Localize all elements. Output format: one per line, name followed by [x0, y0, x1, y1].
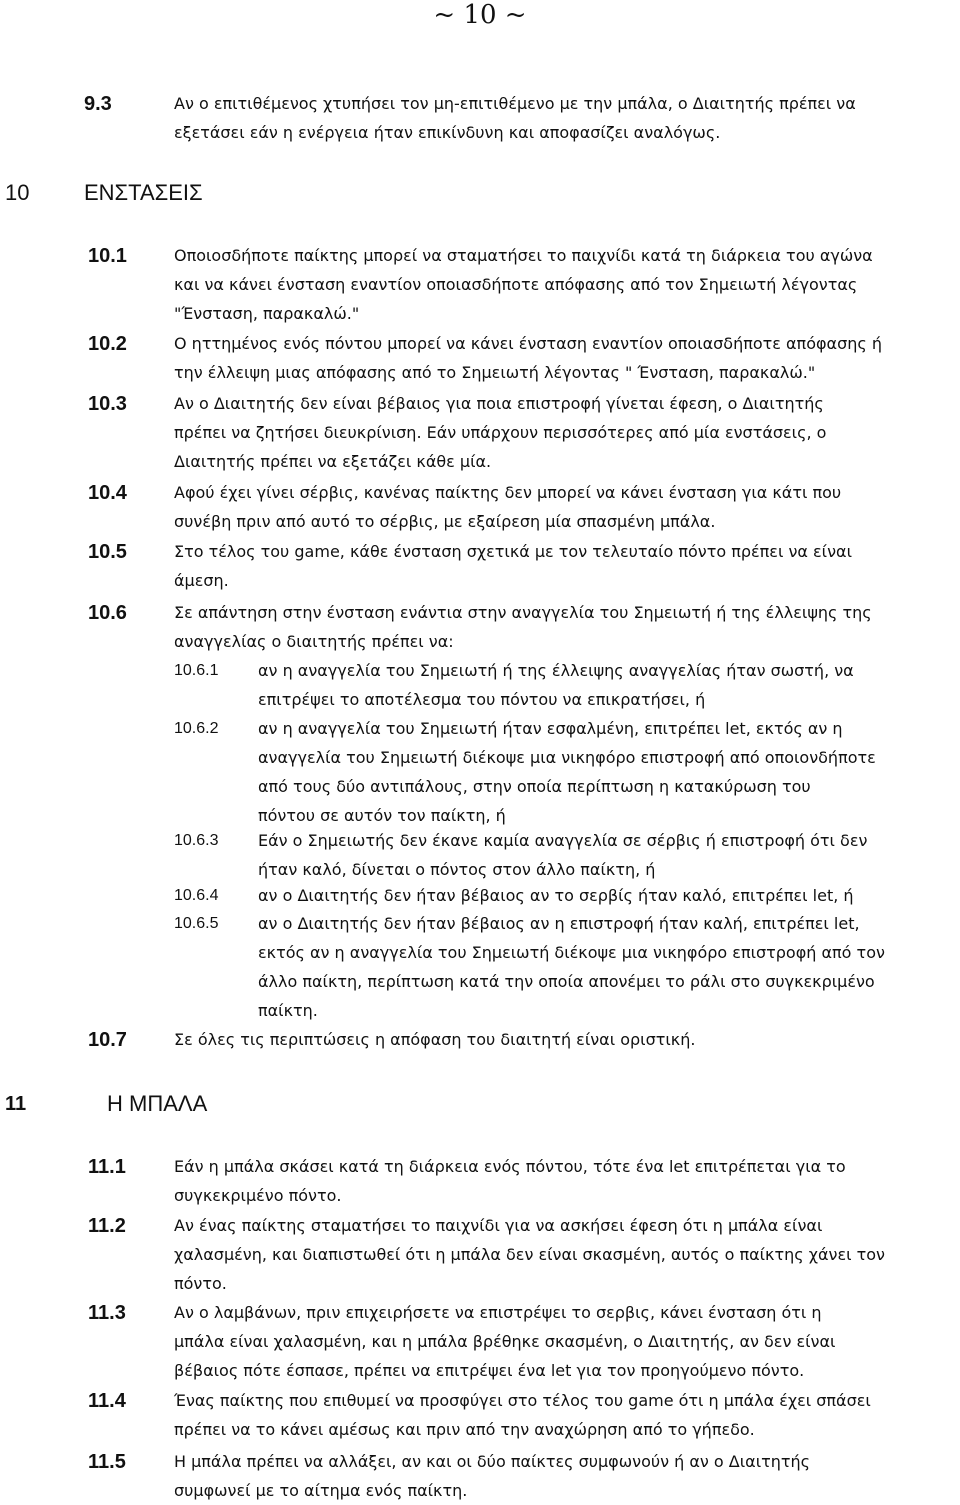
text-line: πρέπει να ζητήσει διευκρίνιση. Εάν υπάρχουν περισσότερες από μία ενστάσεις, ο — [174, 423, 827, 442]
text-line: μπάλα είναι χαλασμένη, και η μπάλα βρέθηκε σκασμένη, ο Διαιτητής, αν δεν είναι — [174, 1332, 836, 1351]
clause-number-10-6-2: 10.6.2 — [174, 720, 219, 737]
text-line: αν η αναγγελία του Σημειωτή ή της έλλειψης αναγγελίας ήταν σωστή, να — [258, 661, 854, 680]
text-line: Σε όλες τις περιπτώσεις η απόφαση του διαιτητή είναι οριστική. — [174, 1030, 696, 1049]
text-line: άμεση. — [174, 571, 229, 590]
clause-text-11-1 — [174, 1152, 846, 1210]
text-line: Αφού έχει γίνει σέρβις, κανένας παίκτης δεν μπορεί να κάνει ένσταση για κάτι που — [174, 483, 842, 502]
clause-text-10-1 — [174, 241, 873, 328]
text-line: πόντου σε αυτόν τον παίκτη, ή — [258, 806, 506, 825]
text-line: παίκτη. — [258, 1001, 318, 1020]
text-line: εξετάσει εάν η ενέργεια ήταν επικίνδυνη και αποφασίζει αναλόγως. — [174, 123, 721, 142]
clause-text-10-6-5 — [258, 909, 885, 1025]
text-line: επιτρέψει το αποτέλεσμα του πόντου να επικρατήσει, ή — [258, 690, 706, 709]
clause-number-9-3: 9.3 — [84, 93, 112, 115]
text-line: πρέπει να το κάνει αμέσως και πριν από την αναχώρηση από το γήπεδο. — [174, 1420, 755, 1439]
text-line: την έλλειψη μιας απόφασης από το Σημειωτή λέγοντας " Ένσταση, παρακαλώ." — [174, 363, 816, 382]
text-line: Εάν η μπάλα σκάσει κατά τη διάρκεια ενός πόντου, τότε ένα let επιτρέπεται για το — [174, 1157, 846, 1176]
clause-number-11-3: 11.3 — [88, 1302, 126, 1324]
text-line: συμφωνεί με το αίτημα ενός παίκτη. — [174, 1481, 468, 1500]
clause-number-10-1: 10.1 — [88, 245, 127, 267]
text-line: βέβαιος πότε έσπασε, πρέπει να επιτρέψει ένα let για τον προηγούμενο πόντο. — [174, 1361, 805, 1380]
clause-text-10-7 — [174, 1025, 695, 1054]
text-line: Εάν ο Σημειωτής δεν έκανε καμία αναγγελία σε σέρβις ή επιστροφή ότι δεν — [258, 831, 868, 850]
text-line: Αν ο επιτιθέμενος χτυπήσει τον μη-επιτιθέμενο με την μπάλα, ο Διαιτητής πρέπει να — [174, 94, 856, 113]
clause-text-10-2 — [174, 329, 882, 387]
text-line: αν ο Διαιτητής δεν ήταν βέβαιος αν η επιστροφή ήταν καλή, επιτρέπει let, — [258, 914, 860, 933]
section-number-10: 10 — [5, 180, 30, 205]
clause-text-10-6 — [174, 598, 872, 656]
section-title-11: Η ΜΠΑΛΑ — [107, 1091, 208, 1116]
clause-number-10-7: 10.7 — [88, 1029, 127, 1051]
clause-text-10-4 — [174, 478, 841, 536]
page-number: ~ 10 ~ — [433, 0, 527, 30]
clause-text-11-3 — [174, 1298, 835, 1385]
clause-number-10-6-4: 10.6.4 — [174, 887, 219, 904]
clause-text-9-3 — [174, 89, 856, 147]
text-line: αν ο Διαιτητής δεν ήταν βέβαιος αν το σερβίς ήταν καλό, επιτρέπει let, ή — [258, 886, 854, 905]
clause-text-10-6-2 — [258, 714, 876, 830]
clause-number-10-4: 10.4 — [88, 482, 127, 504]
text-line: αναγγελία του Σημειωτή διέκοψε μια νικηφόρο επιστροφή από οποιονδήποτε — [258, 748, 876, 767]
text-line: Σε απάντηση στην ένσταση ενάντια στην αναγγελία του Σημειωτή ή της έλλειψης της — [174, 603, 872, 622]
text-line: χαλασμένη, και διαπιστωθεί ότι η μπάλα δεν είναι σκασμένη, αυτός ο παίκτης χάνει τον — [174, 1245, 885, 1264]
text-line: Ένας παίκτης που επιθυμεί να προσφύγει στο τέλος του game ότι η μπάλα έχει σπάσει — [174, 1391, 871, 1410]
text-line: Αν ένας παίκτης σταματήσει το παιχνίδι για να ασκήσει έφεση ότι η μπάλα είναι — [174, 1216, 823, 1235]
clause-text-10-6-4 — [258, 881, 854, 910]
clause-number-11-4: 11.4 — [88, 1390, 126, 1412]
text-line: ήταν καλό, δίνεται ο πόντος στον άλλο παίκτη, ή — [258, 860, 656, 879]
clause-text-11-4 — [174, 1386, 871, 1444]
section-title-10: ΕΝΣΤΑΣΕΙΣ — [84, 180, 203, 205]
text-line: και να κάνει ένσταση εναντίον οποιασδήποτε απόφασης από τον Σημειωτή λέγοντας — [174, 275, 858, 294]
clause-number-10-3: 10.3 — [88, 393, 127, 415]
clause-number-10-6-1: 10.6.1 — [174, 662, 219, 679]
clause-number-11-5: 11.5 — [88, 1451, 126, 1473]
clause-text-10-3 — [174, 389, 826, 476]
text-line: Η μπάλα πρέπει να αλλάξει, αν και οι δύο παίκτες συμφωνούν ή αν ο Διαιτητής — [174, 1452, 811, 1471]
text-line: "Ένσταση, παρακαλώ." — [174, 304, 360, 323]
text-line: εκτός αν η αναγγελία του Σημειωτή διέκοψε μια νικηφόρο επιστροφή από τον — [258, 943, 885, 962]
clause-number-10-6-3: 10.6.3 — [174, 832, 219, 849]
text-line: αν η αναγγελία του Σημειωτή ήταν εσφαλμένη, επιτρέπει let, εκτός αν η — [258, 719, 843, 738]
clause-number-10-6: 10.6 — [88, 602, 127, 624]
text-line: συγκεκριμένο πόντο. — [174, 1186, 342, 1205]
clause-text-11-5 — [174, 1447, 810, 1505]
text-line: Διαιτητής πρέπει να εξετάζει κάθε μία. — [174, 452, 492, 471]
clause-text-11-2 — [174, 1211, 885, 1298]
text-line: Ο ηττημένος ενός πόντου μπορεί να κάνει ένσταση εναντίον οποιασδήποτε απόφασης ή — [174, 334, 882, 353]
clause-text-10-6-3 — [258, 826, 867, 884]
text-line: από τους δύο αντιπάλους, στην οποία περίπτωση η κατακύρωση του — [258, 777, 811, 796]
clause-number-10-2: 10.2 — [88, 333, 127, 355]
clause-text-10-5 — [174, 537, 852, 595]
clause-number-10-6-5: 10.6.5 — [174, 915, 219, 932]
text-line: Στο τέλος του game, κάθε ένσταση σχετικά με τον τελευταίο πόντο πρέπει να είναι — [174, 542, 852, 561]
clause-text-10-6-1 — [258, 656, 854, 714]
text-line: πόντο. — [174, 1274, 227, 1293]
text-line: Οποιοσδήποτε παίκτης μπορεί να σταματήσει το παιχνίδι κατά τη διάρκεια του αγώνα — [174, 246, 873, 265]
text-line: άλλο παίκτη, περίπτωση κατά την οποία απονέμει το ράλι στο συγκεκριμένο — [258, 972, 875, 991]
clause-number-11-1: 11.1 — [88, 1156, 126, 1178]
section-number-11: 11 — [5, 1093, 27, 1115]
text-line: αναγγελίας ο διαιτητής πρέπει να: — [174, 632, 454, 651]
text-line: Αν ο Διαιτητής δεν είναι βέβαιος για ποια επιστροφή γίνεται έφεση, ο Διαιτητής — [174, 394, 824, 413]
clause-number-10-5: 10.5 — [88, 541, 127, 563]
text-line: Αν ο λαμβάνων, πριν επιχειρήσετε να επιστρέψει το σερβις, κάνει ένσταση ότι η — [174, 1303, 822, 1322]
text-line: συνέβη πριν από αυτό το σέρβις, με εξαίρεση μία σπασμένη μπάλα. — [174, 512, 716, 531]
clause-number-11-2: 11.2 — [88, 1215, 126, 1237]
